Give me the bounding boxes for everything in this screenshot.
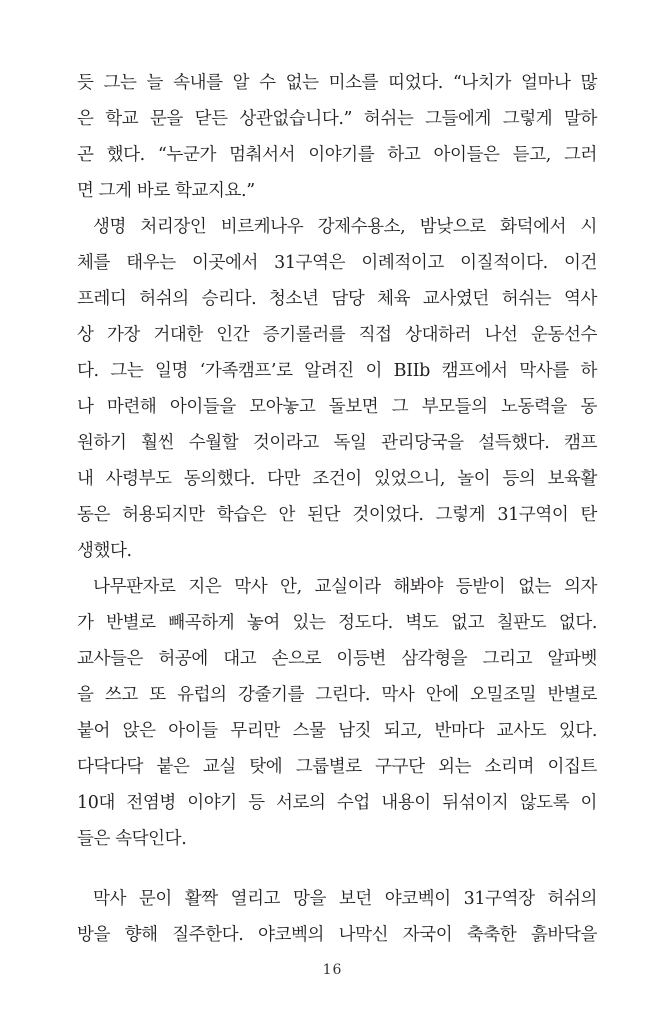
text-line: 방을 향해 질주한다. 야코벡의 나막신 자국이 축축한 흙바닥을 (77, 925, 597, 945)
text-line: 원하기 훨씬 수월할 것이라고 독일 관리당국을 설득했다. 캠프 (77, 433, 597, 453)
text-line: 다닥다닥 붙은 교실 탓에 그룹별로 구구단 외는 소리며 이집트 (77, 757, 597, 777)
text-line: 내 사령부도 동의했다. 다만 조건이 있었으니, 놀이 등의 보육활 (77, 469, 597, 489)
text-line: 나무판자로 지은 막사 안, 교실이라 해봐야 등받이 없는 의자 (93, 577, 597, 597)
text-line: 생명 처리장인 비르케나우 강제수용소, 밤낮으로 화덕에서 시 (93, 217, 597, 237)
text-line: 곤 했다. “누군가 멈춰서서 이야기를 하고 아이들은 듣고, 그러 (77, 145, 597, 165)
text-line: 붙어 앉은 아이들 무리만 스물 남짓 되고, 반마다 교사도 있다. (77, 721, 597, 741)
text-line: 막사 문이 활짝 열리고 망을 보던 야코벡이 31구역장 허쉬의 (93, 889, 597, 909)
text-line: 프레디 허쉬의 승리다. 청소년 담당 체육 교사였던 허쉬는 역사 (77, 289, 597, 309)
text-line: 듯 그는 늘 속내를 알 수 없는 미소를 띠었다. “나치가 얼마나 많 (77, 73, 597, 93)
text-line: 다. 그는 일명 ‘가족캠프’로 알려진 이 BIIb 캠프에서 막사를 하 (77, 361, 597, 381)
text-line: 생했다. (77, 541, 132, 561)
text-line: 가 반별로 빼곡하게 놓여 있는 정도다. 벽도 없고 칠판도 없다. (77, 613, 597, 633)
text-line: 10대 전염병 이야기 등 서로의 수업 내용이 뒤섞이지 않도록 이 (77, 793, 597, 813)
text-line: 들은 속닥인다. (77, 829, 187, 849)
text-line: 은 학교 문을 닫든 상관없습니다.” 허쉬는 그들에게 그렇게 말하 (77, 109, 597, 129)
text-line: 을 쓰고 또 유럽의 강줄기를 그린다. 막사 안에 오밀조밀 반별로 (77, 685, 597, 705)
text-line: 교사들은 허공에 대고 손으로 이등변 삼각형을 그리고 알파벳 (77, 649, 597, 669)
text-line: 나 마련해 아이들을 모아놓고 돌보면 그 부모들의 노동력을 동 (77, 397, 597, 417)
text-line: 면 그게 바로 학교지요.” (77, 181, 255, 201)
page-number: 16 (322, 962, 343, 978)
text-line: 동은 허용되지만 학습은 안 된단 것이었다. 그렇게 31구역이 탄 (77, 505, 597, 525)
text-line: 상 가장 거대한 인간 증기롤러를 직접 상대하러 나선 운동선수 (77, 325, 597, 345)
text-line: 체를 태우는 이곳에서 31구역은 이례적이고 이질적이다. 이건 (77, 253, 597, 273)
